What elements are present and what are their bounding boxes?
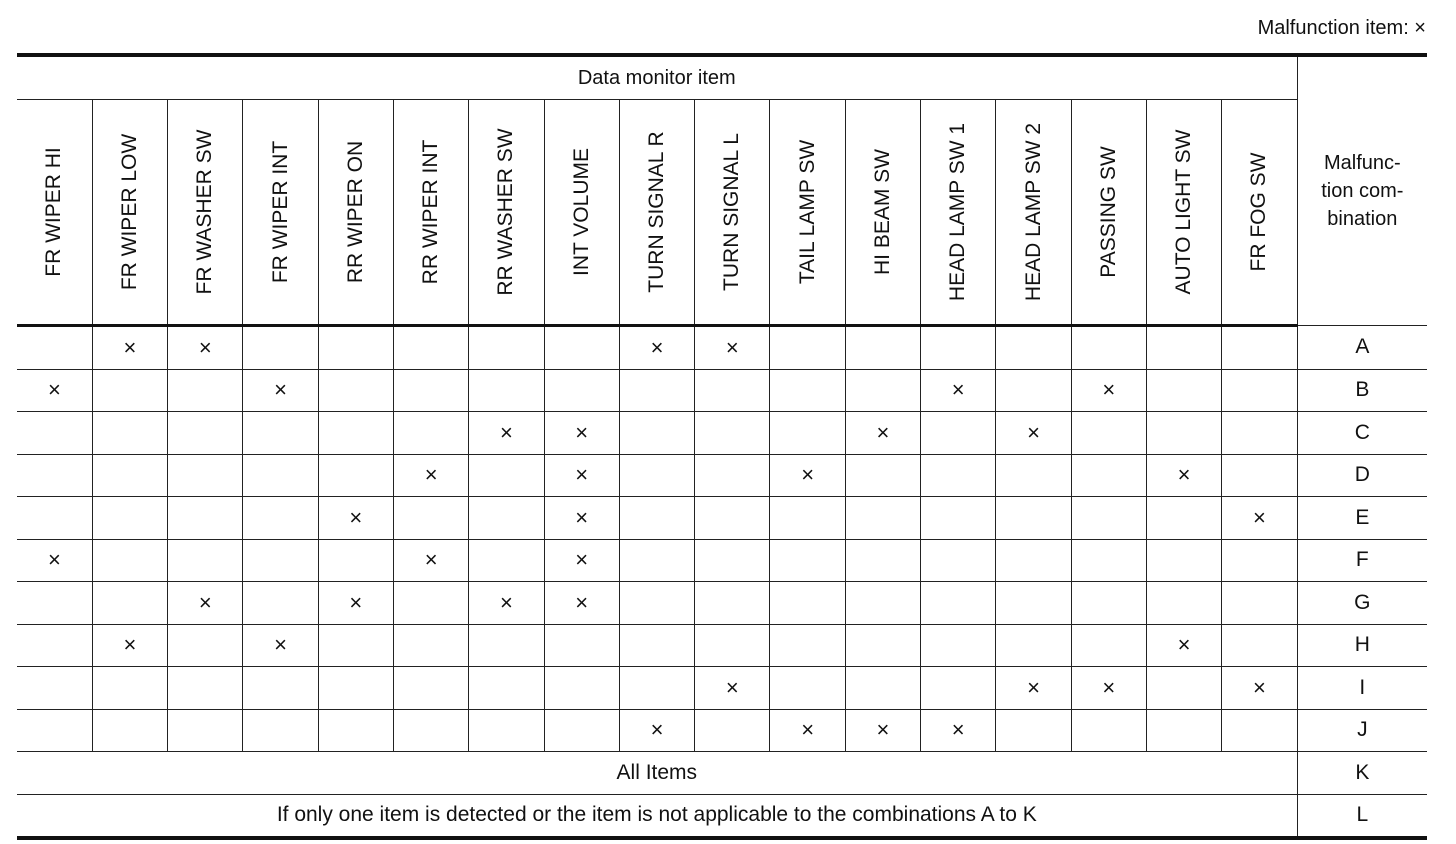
monitor-item-label: FR FOG SW [1247, 152, 1271, 272]
empty-cell [770, 624, 845, 667]
empty-cell [168, 412, 243, 455]
empty-cell [17, 326, 92, 370]
empty-cell [619, 582, 694, 625]
combination-header-line: bination [1327, 208, 1398, 230]
combination-row [17, 412, 1427, 455]
empty-cell [619, 497, 694, 540]
malfunction-mark: × [996, 667, 1071, 710]
empty-cell [469, 454, 544, 497]
combination-code: K [1297, 752, 1427, 795]
empty-cell [695, 582, 770, 625]
empty-cell [1146, 497, 1221, 540]
empty-cell [619, 539, 694, 582]
empty-cell [243, 497, 318, 540]
empty-cell [695, 454, 770, 497]
empty-cell [17, 709, 92, 752]
malfunction-mark: × [996, 412, 1071, 455]
empty-cell [845, 624, 920, 667]
combination-row [17, 667, 1427, 710]
empty-cell [921, 497, 996, 540]
empty-cell [469, 709, 544, 752]
empty-cell [1222, 539, 1297, 582]
empty-cell [921, 412, 996, 455]
empty-cell [1222, 412, 1297, 455]
empty-cell [1146, 582, 1221, 625]
empty-cell [996, 539, 1071, 582]
monitor-item-label: PASSING SW [1096, 146, 1120, 278]
empty-cell [845, 326, 920, 370]
monitor-item-label: INT VOLUME [569, 148, 593, 276]
malfunction-mark: × [1146, 454, 1221, 497]
empty-cell [845, 454, 920, 497]
combination-code: E [1297, 497, 1427, 540]
malfunction-mark: × [544, 539, 619, 582]
empty-cell [1146, 709, 1221, 752]
malfunction-mark: × [243, 369, 318, 412]
empty-cell [845, 582, 920, 625]
empty-cell [17, 454, 92, 497]
empty-cell [243, 454, 318, 497]
monitor-item-header [318, 100, 393, 326]
empty-cell [243, 709, 318, 752]
empty-cell [243, 326, 318, 370]
malfunction-mark: × [1222, 497, 1297, 540]
empty-cell [318, 412, 393, 455]
empty-cell [168, 454, 243, 497]
monitor-item-label: FR WIPER LOW [117, 133, 141, 291]
malfunction-combination-header [1297, 55, 1427, 326]
empty-cell [921, 582, 996, 625]
malfunction-mark: × [770, 709, 845, 752]
monitor-item-label: TURN SIGNAL L [720, 133, 744, 291]
combination-description: All Items [17, 752, 1297, 795]
empty-cell [996, 624, 1071, 667]
empty-cell [1071, 412, 1146, 455]
combination-header-line: tion com- [1321, 180, 1404, 202]
empty-cell [92, 539, 167, 582]
empty-cell [921, 539, 996, 582]
empty-cell [770, 497, 845, 540]
empty-cell [92, 497, 167, 540]
data-monitor-item-header: Data monitor item [17, 55, 1297, 100]
empty-cell [92, 454, 167, 497]
empty-cell [996, 709, 1071, 752]
empty-cell [469, 369, 544, 412]
empty-cell [619, 667, 694, 710]
monitor-item-label: AUTO LIGHT SW [1172, 129, 1196, 295]
monitor-item-label: FR WIPER INT [268, 140, 292, 284]
malfunction-mark: × [393, 539, 468, 582]
monitor-item-header [770, 100, 845, 326]
combination-code: L [1297, 794, 1427, 838]
malfunction-mark: × [17, 539, 92, 582]
empty-cell [845, 539, 920, 582]
malfunction-mark: × [1146, 624, 1221, 667]
empty-cell [1222, 326, 1297, 370]
empty-cell [92, 667, 167, 710]
monitor-item-header [1146, 100, 1221, 326]
monitor-item-label: FR WASHER SW [193, 129, 217, 295]
combination-row [17, 624, 1427, 667]
empty-cell [770, 326, 845, 370]
empty-cell [544, 369, 619, 412]
empty-cell [393, 624, 468, 667]
monitor-item-header [544, 100, 619, 326]
empty-cell [770, 369, 845, 412]
empty-cell [318, 454, 393, 497]
empty-cell [996, 497, 1071, 540]
malfunction-mark: × [318, 582, 393, 625]
empty-cell [92, 582, 167, 625]
malfunction-mark: × [243, 624, 318, 667]
empty-cell [469, 624, 544, 667]
empty-cell [168, 369, 243, 412]
monitor-item-header [921, 100, 996, 326]
empty-cell [544, 667, 619, 710]
empty-cell [544, 624, 619, 667]
malfunction-mark: × [544, 412, 619, 455]
empty-cell [393, 497, 468, 540]
combination-row [17, 497, 1427, 540]
empty-cell [318, 369, 393, 412]
empty-cell [17, 412, 92, 455]
monitor-item-header [1071, 100, 1146, 326]
malfunction-mark: × [619, 709, 694, 752]
empty-cell [996, 582, 1071, 625]
empty-cell [695, 709, 770, 752]
monitor-item-header [695, 100, 770, 326]
malfunction-mark: × [921, 709, 996, 752]
malfunction-mark: × [393, 454, 468, 497]
empty-cell [1071, 539, 1146, 582]
empty-cell [469, 497, 544, 540]
empty-cell [921, 667, 996, 710]
empty-cell [92, 412, 167, 455]
empty-cell [921, 454, 996, 497]
combination-code: A [1297, 326, 1427, 370]
empty-cell [469, 667, 544, 710]
empty-cell [1071, 624, 1146, 667]
monitor-item-header [17, 100, 92, 326]
empty-cell [544, 326, 619, 370]
empty-cell [921, 624, 996, 667]
monitor-item-header [996, 100, 1071, 326]
empty-cell [1146, 326, 1221, 370]
empty-cell [770, 667, 845, 710]
combination-code: H [1297, 624, 1427, 667]
malfunction-mark: × [168, 326, 243, 370]
empty-cell [393, 582, 468, 625]
combination-row [17, 539, 1427, 582]
empty-cell [1146, 369, 1221, 412]
combination-row [17, 709, 1427, 752]
empty-cell [1071, 582, 1146, 625]
malfunction-mark: × [469, 582, 544, 625]
malfunction-mark: × [469, 412, 544, 455]
empty-cell [1222, 624, 1297, 667]
empty-cell [243, 412, 318, 455]
empty-cell [318, 667, 393, 710]
monitor-item-label: HEAD LAMP SW 1 [946, 122, 970, 302]
empty-cell [393, 326, 468, 370]
combination-code: C [1297, 412, 1427, 455]
empty-cell [695, 412, 770, 455]
empty-cell [1071, 497, 1146, 540]
empty-cell [243, 667, 318, 710]
malfunction-mark: × [17, 369, 92, 412]
empty-cell [845, 497, 920, 540]
combination-row [17, 752, 1427, 795]
empty-cell [168, 709, 243, 752]
malfunction-mark: × [1071, 369, 1146, 412]
combination-code: J [1297, 709, 1427, 752]
malfunction-mark: × [695, 667, 770, 710]
empty-cell [845, 667, 920, 710]
monitor-item-label: RR WIPER INT [419, 139, 443, 285]
empty-cell [770, 539, 845, 582]
combination-row [17, 582, 1427, 625]
empty-cell [695, 539, 770, 582]
empty-cell [17, 582, 92, 625]
combination-row [17, 794, 1427, 838]
monitor-item-label: RR WASHER SW [494, 128, 518, 296]
monitor-item-label: TAIL LAMP SW [795, 139, 819, 285]
combination-row [17, 369, 1427, 412]
empty-cell [168, 497, 243, 540]
empty-cell [92, 709, 167, 752]
empty-cell [996, 369, 1071, 412]
empty-cell [469, 539, 544, 582]
malfunction-mark: × [318, 497, 393, 540]
malfunction-mark: × [695, 326, 770, 370]
empty-cell [1146, 539, 1221, 582]
empty-cell [1071, 454, 1146, 497]
malfunction-mark: × [544, 497, 619, 540]
malfunction-mark: × [92, 624, 167, 667]
monitor-item-header [1222, 100, 1297, 326]
empty-cell [17, 624, 92, 667]
empty-cell [243, 582, 318, 625]
empty-cell [1222, 369, 1297, 412]
malfunction-mark: × [845, 709, 920, 752]
empty-cell [996, 326, 1071, 370]
empty-cell [318, 624, 393, 667]
empty-cell [1222, 709, 1297, 752]
combination-code: B [1297, 369, 1427, 412]
monitor-item-label: RR WIPER ON [343, 140, 367, 284]
malfunction-mark: × [619, 326, 694, 370]
empty-cell [168, 667, 243, 710]
empty-cell [619, 369, 694, 412]
monitor-item-header [92, 100, 167, 326]
combination-header-line: Malfunc- [1323, 152, 1401, 174]
malfunction-mark: × [92, 326, 167, 370]
monitor-item-header [243, 100, 318, 326]
empty-cell [1146, 412, 1221, 455]
monitor-item-label: TURN SIGNAL R [645, 131, 669, 293]
combination-description: If only one item is detected or the item is not applicable to the combinations A to K [17, 794, 1297, 838]
empty-cell [695, 369, 770, 412]
empty-cell [845, 369, 920, 412]
empty-cell [393, 412, 468, 455]
empty-cell [17, 497, 92, 540]
empty-cell [1222, 582, 1297, 625]
empty-cell [318, 326, 393, 370]
malfunction-mark: × [544, 454, 619, 497]
monitor-item-header [168, 100, 243, 326]
empty-cell [1146, 667, 1221, 710]
combination-row [17, 454, 1427, 497]
empty-cell [619, 412, 694, 455]
empty-cell [619, 454, 694, 497]
combination-code: G [1297, 582, 1427, 625]
monitor-item-label: HEAD LAMP SW 2 [1021, 122, 1045, 302]
empty-cell [318, 539, 393, 582]
empty-cell [393, 709, 468, 752]
empty-cell [619, 624, 694, 667]
malfunction-mark: × [1222, 667, 1297, 710]
monitor-item-label: FR WIPER HI [42, 147, 66, 277]
empty-cell [393, 667, 468, 710]
empty-cell [996, 454, 1071, 497]
empty-cell [318, 709, 393, 752]
malfunction-legend: Malfunction item: × [1257, 17, 1426, 39]
empty-cell [243, 539, 318, 582]
monitor-item-header [393, 100, 468, 326]
empty-cell [393, 369, 468, 412]
monitor-item-header [619, 100, 694, 326]
combination-row [17, 326, 1427, 370]
empty-cell [17, 667, 92, 710]
empty-cell [695, 624, 770, 667]
empty-cell [1071, 326, 1146, 370]
monitor-item-label: HI BEAM SW [870, 148, 894, 276]
empty-cell [695, 497, 770, 540]
empty-cell [1071, 709, 1146, 752]
malfunction-mark: × [544, 582, 619, 625]
malfunction-mark: × [770, 454, 845, 497]
empty-cell [770, 582, 845, 625]
monitor-item-header [469, 100, 544, 326]
combination-code: D [1297, 454, 1427, 497]
empty-cell [921, 326, 996, 370]
empty-cell [92, 369, 167, 412]
empty-cell [469, 326, 544, 370]
malfunction-mark: × [1071, 667, 1146, 710]
empty-cell [1222, 454, 1297, 497]
monitor-item-header [845, 100, 920, 326]
empty-cell [168, 624, 243, 667]
malfunction-mark: × [845, 412, 920, 455]
malfunction-mark: × [921, 369, 996, 412]
combination-code: I [1297, 667, 1427, 710]
malfunction-combination-table [17, 53, 1427, 840]
combination-code: F [1297, 539, 1427, 582]
empty-cell [770, 412, 845, 455]
malfunction-mark: × [168, 582, 243, 625]
empty-cell [544, 709, 619, 752]
empty-cell [168, 539, 243, 582]
